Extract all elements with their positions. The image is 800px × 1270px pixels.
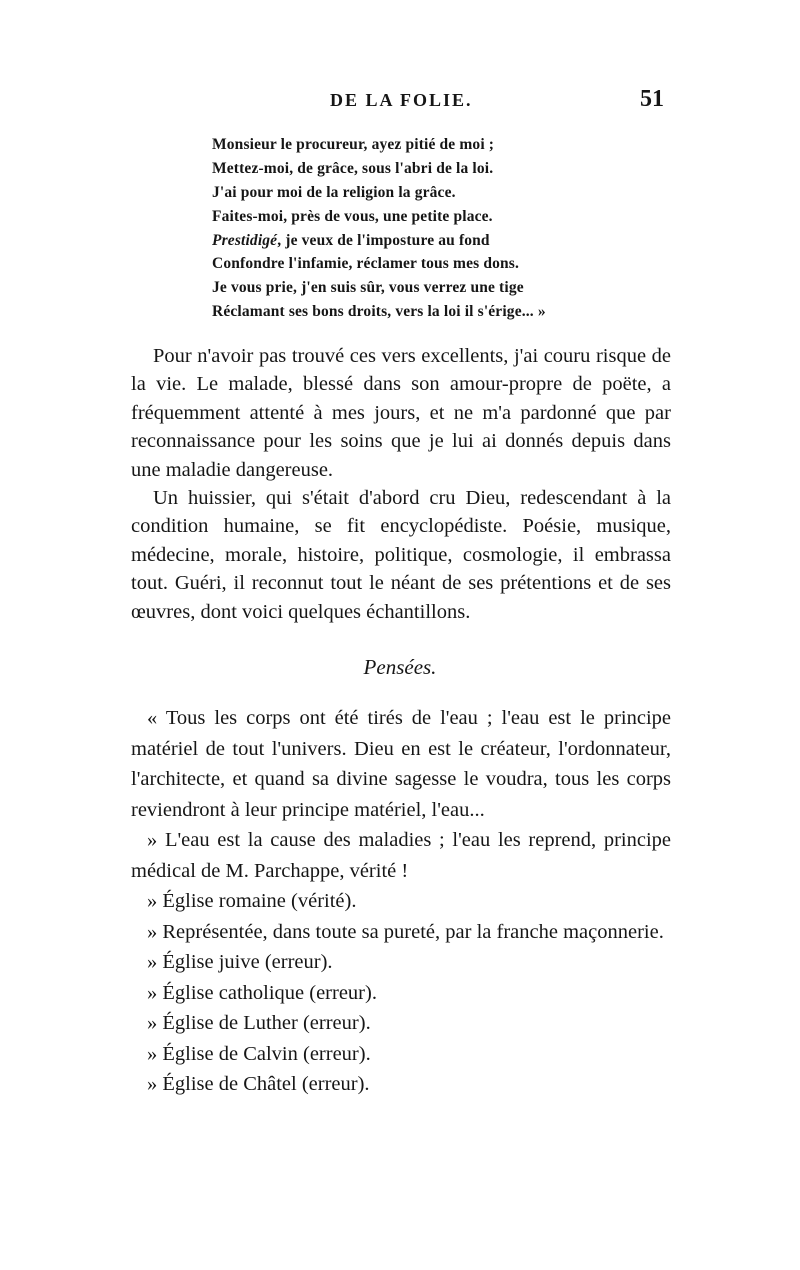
pensees-block [131,703,671,1100]
verse-line: Confondre l'infamie, réclamer tous mes dons. [212,255,519,273]
pensee-paragraph: » Église de Châtel (erreur). [147,1073,370,1095]
pensee-paragraph: » Église de Luther (erreur). [147,1012,371,1034]
verse-line: Je vous prie, j'en suis sûr, vous verrez une tige [212,279,524,297]
pensee-paragraph: » Église de Calvin (erreur). [147,1042,371,1065]
verse-line: J'ai pour moi de la religion la grâce. [212,183,456,201]
section-title: Pensées. [363,655,437,679]
prose-block [131,342,671,626]
pensee-paragraph: » Représentée, dans toute sa pureté, par la franche maçonnerie. [147,920,664,943]
verse-line-rest: , je veux de l'imposture au fond [277,231,490,249]
page-number: 51 [640,86,664,112]
running-head: DE LA FOLIE. [330,90,473,110]
verse-line: Réclamant ses bons droits, vers la loi il s'érige... » [212,303,546,321]
paragraph: Pour n'avoir pas trouvé ces vers excellents, j'ai couru risque de la vie. Le malade, blessé dans son amour-propre de poëte, a fréquemment attenté à mes jours, et ne m'a pardonné que par reconnaissance pour les soins que je lui ai donnés depuis dans une maladie dangereuse. [131,345,671,481]
pensee-paragraph: « Tous les corps ont été tirés de l'eau ; l'eau est le principe matériel de tout l'univers. Dieu en est le créateur, l'ordonnateur, l'architecte, et quand sa divine sagesse le voudra, tous les corps reviendront à leur principe matériel, l'eau... [131,707,671,821]
verse-line: Monsieur le procureur, ayez pitié de moi ; [212,136,495,153]
pensee-paragraph: » L'eau est la cause des maladies ; l'eau les reprend, principe médical de M. Parchappe, vérité ! [131,829,671,882]
pensee-paragraph: » Église romaine (vérité). [147,890,357,912]
pensee-paragraph: » Église catholique (erreur). [147,981,377,1004]
verse-line [212,229,652,253]
verse-italic-word: Prestidigé [212,231,278,249]
pensee-paragraph: » Église juive (erreur). [147,951,333,973]
verse-line: Mettez-moi, de grâce, sous l'abri de la loi. [212,159,494,177]
paragraph: Un huissier, qui s'était d'abord cru Dieu, redescendant à la condition humaine, se fit encyclopédiste. Poésie, musique, médecine, morale, histoire, politique, cosmologie, il embrassa tout. Guéri, il reconnut tout le néant de ses prétentions et de ses œuvres, dont voici quelques échantillons. [131,487,671,623]
verse-block [212,133,652,324]
verse-line: Faites-moi, près de vous, une petite place. [212,207,493,225]
